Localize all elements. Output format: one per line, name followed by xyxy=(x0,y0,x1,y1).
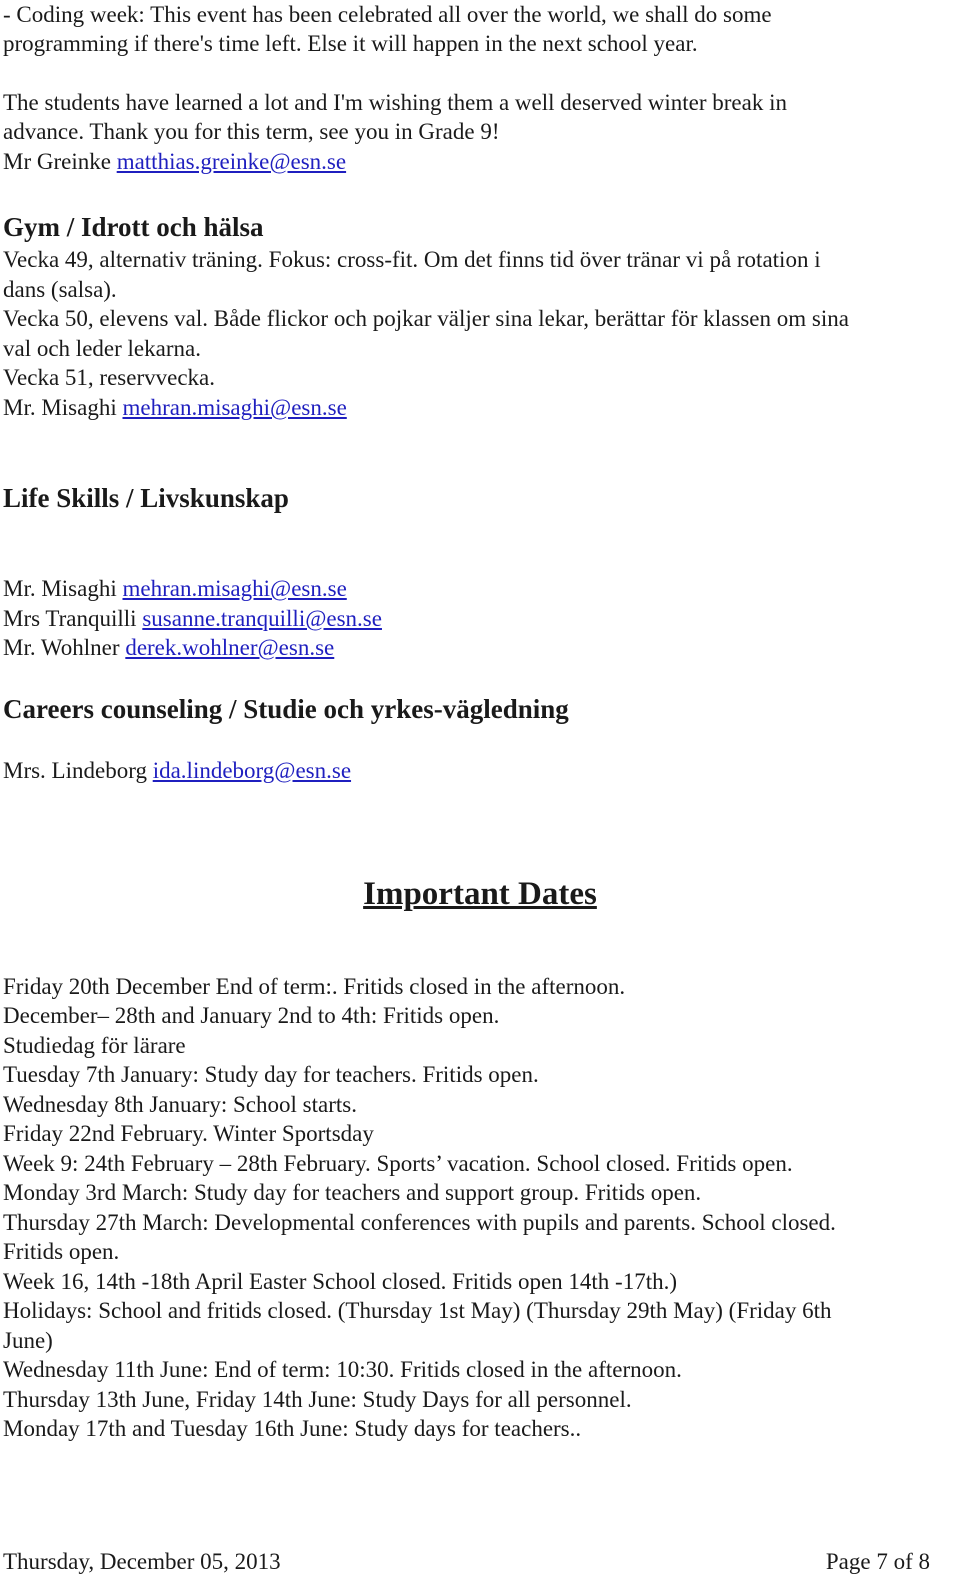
email-link[interactable]: derek.wohlner@esn.se xyxy=(125,635,335,660)
teacher-name: Mr. Misaghi xyxy=(3,576,123,601)
section-heading-careers: Careers counseling / Studie och yrkes-vägledning xyxy=(3,694,569,724)
date-line: Friday 22nd February. Winter Sportsday xyxy=(3,1121,374,1146)
intro-signature xyxy=(3,147,346,177)
gym-line: Vecka 49, alternativ träning. Fokus: cross-fit. Om det finns tid över tränar vi på rotation i xyxy=(3,247,821,272)
intro-line: - Coding week: This event has been celebrated all over the world, we shall do some xyxy=(3,2,772,27)
date-line: Studiedag för lärare xyxy=(3,1033,186,1058)
teacher-name: Mrs Tranquilli xyxy=(3,606,143,631)
email-link[interactable]: mehran.misaghi@esn.se xyxy=(122,395,347,420)
teacher-name: Mr Greinke xyxy=(3,149,117,174)
teacher-name: Mr. Wohlner xyxy=(3,635,126,660)
email-link[interactable]: ida.lindeborg@esn.se xyxy=(152,758,352,783)
contact-line xyxy=(3,604,382,634)
date-line: Wednesday 8th January: School starts. xyxy=(3,1092,357,1117)
gym-line: dans (salsa). xyxy=(3,277,117,302)
date-line: Thursday 27th March: Developmental conferences with pupils and parents. School closed. xyxy=(3,1210,836,1235)
section-heading-gym: Gym / Idrott och hälsa xyxy=(3,212,264,242)
email-link[interactable]: susanne.tranquilli@esn.se xyxy=(142,606,382,631)
teacher-name: Mr. Misaghi xyxy=(3,395,123,420)
intro-line: The students have learned a lot and I'm wishing them a well deserved winter break in xyxy=(3,90,787,115)
intro-line: programming if there's time left. Else it will happen in the next school year. xyxy=(3,31,698,56)
date-line: Week 9: 24th February – 28th February. Sports’ vacation. School closed. Fritids open. xyxy=(3,1151,793,1176)
important-dates-title: Important Dates xyxy=(363,876,597,912)
gym-line: Vecka 50, elevens val. Både flickor och pojkar väljer sina lekar, berättar för klassen om sina xyxy=(3,306,849,331)
contact-line xyxy=(3,756,351,786)
date-line: Holidays: School and fritids closed. (Thursday 1st May) (Thursday 29th May) (Friday 6th xyxy=(3,1298,832,1323)
date-line: Friday 20th December End of term:. Fritids closed in the afternoon. xyxy=(3,974,626,999)
gym-signature xyxy=(3,393,347,423)
date-line: Monday 17th and Tuesday 16th June: Study days for teachers.. xyxy=(3,1416,582,1441)
gym-line: val och leder lekarna. xyxy=(3,336,201,361)
section-heading-life-skills: Life Skills / Livskunskap xyxy=(3,483,289,513)
date-line: Tuesday 7th January: Study day for teachers. Fritids open. xyxy=(3,1062,539,1087)
date-line: Wednesday 11th June: End of term: 10:30. Fritids closed in the afternoon. xyxy=(3,1357,682,1382)
email-link[interactable]: mehran.misaghi@esn.se xyxy=(122,576,347,601)
date-line: Thursday 13th June, Friday 14th June: Study Days for all personnel. xyxy=(3,1387,632,1412)
date-line: December– 28th and January 2nd to 4th: Fritids open. xyxy=(3,1003,500,1028)
gym-line: Vecka 51, reservvecka. xyxy=(3,365,215,390)
date-line: June) xyxy=(3,1328,53,1353)
footer-date: Thursday, December 05, 2013 xyxy=(3,1549,281,1574)
date-line: Fritids open. xyxy=(3,1239,120,1264)
date-line: Monday 3rd March: Study day for teachers and support group. Fritids open. xyxy=(3,1180,702,1205)
contact-line xyxy=(3,633,334,663)
intro-line: advance. Thank you for this term, see you in Grade 9! xyxy=(3,119,500,144)
footer-page-number: Page 7 of 8 xyxy=(825,1549,930,1574)
teacher-name: Mrs. Lindeborg xyxy=(3,758,153,783)
contact-line xyxy=(3,574,347,604)
date-line: Week 16, 14th -18th April Easter School closed. Fritids open 14th -17th.) xyxy=(3,1269,677,1294)
email-link[interactable]: matthias.greinke@esn.se xyxy=(116,149,347,174)
